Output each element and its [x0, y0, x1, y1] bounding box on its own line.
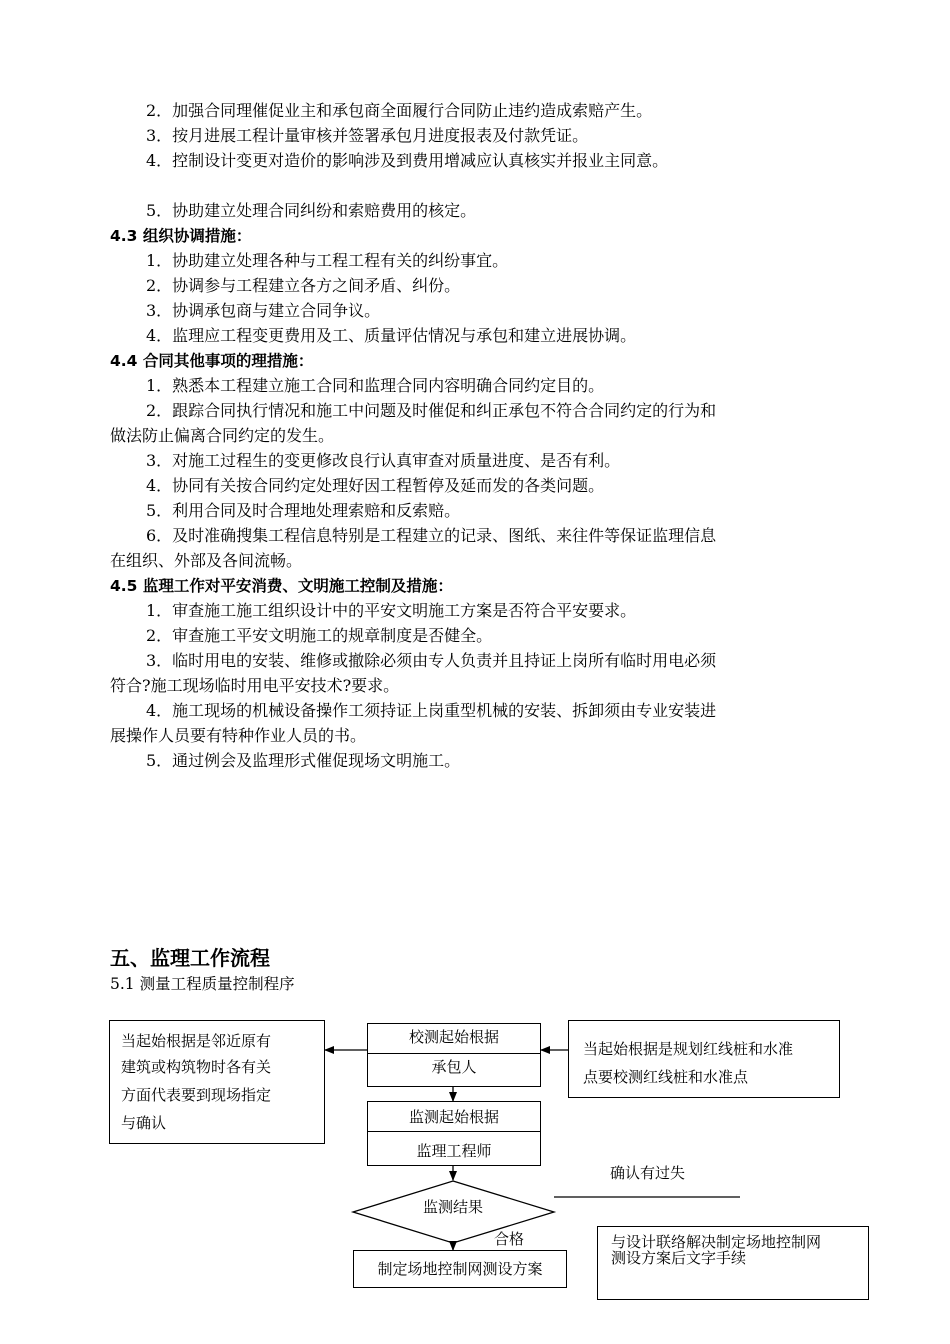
monitor-basis-box	[367, 1101, 541, 1166]
section-5-title: 五、监理工作流程	[110, 946, 270, 970]
control-network-plan-box	[353, 1250, 567, 1288]
s45-item-3: 3．临时用电的安装、维修或撤除必须由专人负责并且持证上岗所有临时用电必须	[146, 651, 717, 670]
s45-item-5: 5．通过例会及监理形式催促现场文明施工。	[146, 751, 461, 770]
right-note-line-1: 当起始根据是规划红线桩和水准	[583, 1040, 794, 1058]
left-note-line-2: 建筑或构筑物时各有关	[121, 1058, 272, 1076]
left-note-line-1: 当起始根据是邻近原有	[121, 1032, 272, 1050]
s44-item-2-cont: 做法防止偏离合同约定的发生。	[110, 426, 335, 445]
s45-item-4-cont: 展操作人员要有特种作业人员的书。	[110, 726, 367, 745]
s45-item-4: 4．施工现场的机械设备操作工须持证上岗重型机械的安装、拆卸须由专业安装进	[146, 701, 717, 720]
design-liaison-line-2: 测设方案后文字手续	[611, 1249, 747, 1267]
heading-4-5: 4.5 监理工作对平安消费、文明施工控制及措施：	[110, 577, 453, 595]
s45-item-1: 1．审查施工施工组织设计中的平安文明施工方案是否符合平安要求。	[146, 601, 637, 620]
s44-item-2: 2．跟踪合同执行情况和施工中问题及时催促和纠正承包不符合合同约定的行为和	[146, 401, 717, 420]
design-liaison-line-1: 与设计联络解决制定场地控制网	[611, 1233, 822, 1251]
right-note-box	[568, 1020, 840, 1098]
monitor-basis-title: 监测起始根据	[408, 1108, 499, 1126]
contract-item-5: 5．协助建立处理合同纠纷和索赔费用的核定。	[146, 201, 477, 220]
verify-basis-box	[367, 1023, 541, 1087]
s43-item-4: 4．监理应工程变更费用及工、质量评估情况与承包和建立进展协调。	[146, 326, 637, 345]
s44-item-4: 4．协同有关按合同约定处理好因工程暂停及延而发的各类问题。	[146, 476, 605, 495]
s44-item-6: 6．及时准确搜集工程信息特别是工程建立的记录、图纸、来往件等保证监理信息	[146, 526, 717, 545]
contract-item-3: 3．按月进展工程计量审核并签署承包月进度报表及付款凭证。	[146, 126, 589, 145]
left-note-line-4: 与确认	[121, 1114, 167, 1132]
heading-4-4: 4.4 合同其他事项的理措施：	[110, 352, 314, 370]
s45-item-2: 2．审查施工平安文明施工的规章制度是否健全。	[146, 626, 493, 645]
s44-item-1: 1．熟悉本工程建立施工合同和监理合同内容明确合同约定目的。	[146, 376, 605, 395]
s45-item-3-cont: 符合?施工现场临时用电平安技术?要求。	[110, 676, 400, 695]
verify-basis-title: 校测起始根据	[408, 1028, 499, 1046]
s44-item-3: 3．对施工过程生的变更修改良行认真审查对质量进度、是否有利。	[146, 451, 621, 470]
decision-label: 监测结果	[422, 1198, 483, 1216]
section-5-1-subtitle: 5.1 测量工程质量控制程序	[110, 975, 295, 993]
contract-item-4: 4．控制设计变更对造价的影响涉及到费用增减应认真核实并报业主同意。	[146, 151, 669, 170]
s44-item-5: 5．利用合同及时合理地处理索赔和反索赔。	[146, 501, 461, 520]
pass-label: 合格	[494, 1230, 525, 1248]
s44-item-6-cont: 在组织、外部及各间流畅。	[110, 551, 303, 570]
monitor-basis-party: 监理工程师	[416, 1142, 492, 1160]
design-liaison-box	[597, 1226, 869, 1300]
control-network-plan-text: 制定场地控制网测设方案	[377, 1260, 543, 1278]
left-note-line-3: 方面代表要到现场指定	[121, 1086, 272, 1104]
heading-4-3: 4.3 组织协调措施：	[110, 227, 252, 245]
s43-item-2: 2．协调参与工程建立各方之间矛盾、纠份。	[146, 276, 461, 295]
s43-item-3: 3．协调承包商与建立合同争议。	[146, 301, 381, 320]
s43-item-1: 1．协助建立处理各种与工程工程有关的纠纷事宜。	[146, 251, 509, 270]
fail-label: 确认有过失	[610, 1164, 686, 1182]
left-note-box	[109, 1020, 325, 1144]
verify-basis-party: 承包人	[431, 1058, 477, 1076]
right-note-line-2: 点要校测红线桩和水准点	[583, 1068, 749, 1086]
contract-item-2: 2．加强合同理催促业主和承包商全面履行合同防止违约造成索赔产生。	[146, 101, 653, 120]
